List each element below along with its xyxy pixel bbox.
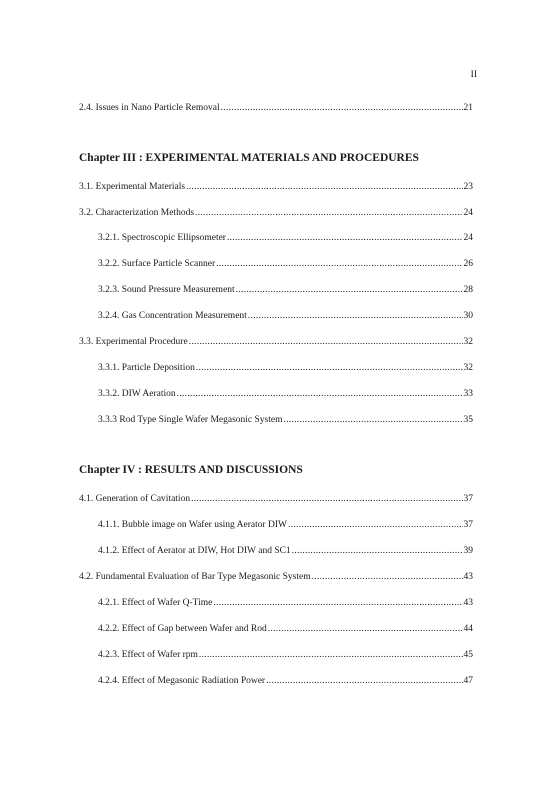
toc-entry-label: 3.3. Experimental Procedure [79, 337, 188, 347]
toc-entry-page: 24 [463, 233, 473, 243]
toc-entry-label: 3.1. Experimental Materials [79, 182, 186, 192]
dot-leader [292, 544, 463, 558]
toc-entry-4-2-3[interactable] [98, 648, 473, 662]
toc-entry-4-1-2[interactable] [98, 544, 473, 558]
dot-leader [199, 648, 463, 662]
toc-entry-4-2-2[interactable] [98, 622, 473, 636]
toc-entry-label: 4.2.3. Effect of Wafer rpm [98, 650, 198, 660]
toc-entry-4-2-4[interactable] [98, 674, 473, 688]
dot-leader [221, 101, 463, 115]
toc-entry-3-2-1[interactable] [98, 231, 473, 245]
dot-leader [189, 335, 463, 349]
toc-entry-4-1-1[interactable] [98, 518, 473, 532]
toc-entry-4-2[interactable] [79, 570, 473, 584]
toc-entry-label: 3.2.3. Sound Pressure Measurement [98, 285, 235, 295]
toc-entry-page: 32 [463, 363, 473, 373]
dot-leader [288, 518, 462, 532]
toc-entry-3-2[interactable] [79, 206, 473, 220]
toc-entry-3-3[interactable] [79, 335, 473, 349]
toc-entry-2-4[interactable] [79, 101, 473, 115]
dot-leader [312, 570, 463, 584]
dot-leader [284, 413, 463, 427]
toc-entry-page: 24 [463, 208, 473, 218]
dot-leader [177, 387, 463, 401]
chapter-heading-iv[interactable]: Chapter IV : RESULTS AND DISCUSSIONS [79, 464, 303, 476]
dot-leader [236, 283, 463, 297]
toc-entry-3-1[interactable] [79, 180, 473, 194]
toc-entry-label: 4.1. Generation of Cavitation [79, 494, 191, 504]
toc-entry-3-3-2[interactable] [98, 387, 473, 401]
toc-entry-3-2-4[interactable] [98, 309, 473, 323]
toc-entry-page: 28 [463, 285, 473, 295]
dot-leader [195, 206, 462, 220]
toc-entry-4-1[interactable] [79, 492, 473, 506]
toc-entry-page: 32 [463, 337, 473, 347]
toc-entry-3-3-3[interactable] [98, 413, 473, 427]
toc-entry-label: 4.1.1. Bubble image on Wafer using Aerator DIW [98, 520, 288, 530]
toc-entry-label: 3.3.3 Rod Type Single Wafer Megasonic System [98, 415, 283, 425]
toc-entry-label: 4.2. Fundamental Evaluation of Bar Type Megasonic System [79, 572, 311, 582]
toc-entry-label: 4.1.2. Effect of Aerator at DIW, Hot DIW and SC1 [98, 546, 291, 556]
page-number: II [470, 70, 477, 80]
toc-entry-label: 2.4. Issues in Nano Particle Removal [79, 103, 220, 113]
toc-entry-page: 30 [463, 311, 473, 321]
dot-leader [186, 180, 462, 194]
toc-entry-page: 26 [463, 259, 473, 269]
toc-entry-page: 43 [463, 598, 473, 608]
toc-entry-page: 44 [463, 624, 473, 634]
toc-entry-4-2-1[interactable] [98, 596, 473, 610]
toc-entry-page: 45 [463, 650, 473, 660]
toc-entry-label: 4.2.4. Effect of Megasonic Radiation Power [98, 676, 266, 686]
toc-entry-page: 35 [463, 415, 473, 425]
toc-entry-label: 3.2. Characterization Methods [79, 208, 195, 218]
toc-entry-3-2-2[interactable] [98, 257, 473, 271]
toc-entry-3-3-1[interactable] [98, 361, 473, 375]
toc-entry-page: 21 [463, 103, 473, 113]
toc-entry-page: 37 [463, 494, 473, 504]
toc-entry-page: 47 [463, 676, 473, 686]
dot-leader [248, 309, 463, 323]
toc-entry-3-2-3[interactable] [98, 283, 473, 297]
dot-leader [196, 361, 463, 375]
dot-leader [268, 622, 463, 636]
dot-leader [227, 231, 463, 245]
toc-entry-label: 3.2.4. Gas Concentration Measurement [98, 311, 247, 321]
toc-entry-label: 3.2.1. Spectroscopic Ellipsometer [98, 233, 226, 243]
toc-entry-label: 3.2.2. Surface Particle Scanner [98, 259, 216, 269]
toc-entry-label: 3.3.1. Particle Deposition [98, 363, 195, 373]
dot-leader [191, 492, 462, 506]
toc-entry-label: 3.3.2. DIW Aeration [98, 389, 176, 399]
toc-entry-page: 43 [463, 572, 473, 582]
dot-leader [213, 596, 462, 610]
chapter-heading-iii[interactable]: Chapter III : EXPERIMENTAL MATERIALS AND PROCEDURES [79, 152, 419, 164]
toc-entry-label: 4.2.2. Effect of Gap between Wafer and Rod [98, 624, 267, 634]
toc-entry-page: 37 [463, 520, 473, 530]
toc-entry-label: 4.2.1. Effect of Wafer Q-Time [98, 598, 213, 608]
toc-entry-page: 23 [463, 182, 473, 192]
toc-entry-page: 33 [463, 389, 473, 399]
dot-leader [266, 674, 462, 688]
dot-leader [216, 257, 462, 271]
toc-entry-page: 39 [463, 546, 473, 556]
